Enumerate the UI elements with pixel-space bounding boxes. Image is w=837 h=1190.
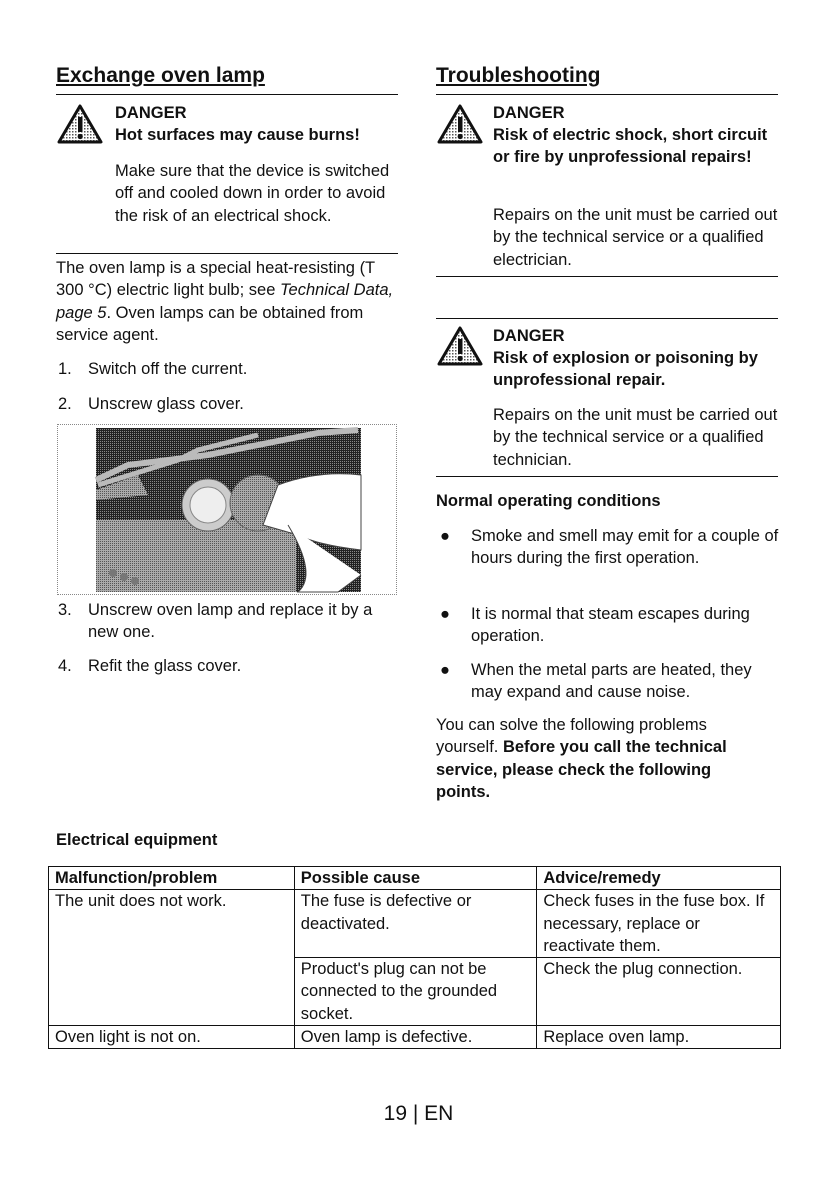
cell-remedy: Check the plug connection. <box>537 958 781 1026</box>
header-cause: Possible cause <box>294 867 537 890</box>
bullet-text: When the metal parts are heated, they may expand and cause noise. <box>471 661 752 702</box>
intro-reference: Technical Data, page 5 <box>56 281 394 322</box>
step-number: 2. <box>58 395 72 413</box>
divider <box>436 94 778 95</box>
section-heading-troubleshooting: Troubleshooting <box>436 64 601 87</box>
page-number: 19 | EN <box>383 1102 454 1125</box>
step-text: Switch off the current. <box>88 360 248 378</box>
table-header-row <box>49 867 781 890</box>
warning-subtitle: Hot surfaces may cause burns! <box>115 126 360 144</box>
intro-text-end: . Oven lamps can be obtained from service agent. <box>56 303 364 344</box>
solve-bold-text: Before you call the technical service, please check the following points. <box>436 738 727 801</box>
troubleshooting-table <box>48 866 781 1049</box>
cell-remedy: Check fuses in the fuse box. If necessary, replace or reactivate them. <box>537 890 781 958</box>
step-text: Refit the glass cover. <box>88 657 242 675</box>
warning-triangle-icon <box>57 104 103 144</box>
warning-text: Make sure that the device is switched off and cooled down in order to avoid the risk of an electrical shock. <box>115 162 390 225</box>
hand-unscrewing-lamp-cover-image <box>58 425 396 594</box>
electrical-equipment-heading: Electrical equipment <box>56 831 218 849</box>
normal-conditions-heading: Normal operating conditions <box>436 492 661 510</box>
table-row <box>49 890 781 958</box>
table-row <box>49 1026 781 1049</box>
divider <box>436 276 778 277</box>
oven-lamp-illustration <box>57 424 397 595</box>
solve-paragraph <box>436 714 766 803</box>
divider <box>56 253 398 254</box>
bullet-icon: ● <box>440 605 450 623</box>
divider <box>436 476 778 477</box>
step-number: 3. <box>58 601 72 619</box>
cell-problem: The unit does not work. <box>49 890 295 1026</box>
header-problem: Malfunction/problem <box>49 867 295 890</box>
warning-title: DANGER <box>493 104 565 122</box>
solve-text: You can solve the following problems yourself. <box>436 716 707 757</box>
cell-cause: The fuse is defective or deactivated. <box>294 890 537 958</box>
divider <box>436 318 778 319</box>
warning-triangle-icon <box>437 326 483 366</box>
header-remedy: Advice/remedy <box>537 867 781 890</box>
warning-text: Repairs on the unit must be carried out by the technical service or a qualified technician. <box>493 406 778 469</box>
step-text: Unscrew oven lamp and replace it by a new one. <box>88 601 373 642</box>
warning-title: DANGER <box>115 104 187 122</box>
step-number: 4. <box>58 657 72 675</box>
bullet-icon: ● <box>440 661 450 679</box>
divider <box>56 94 398 95</box>
warning-subtitle: Risk of electric shock, short circuit or fire by unprofessional repairs! <box>493 126 768 167</box>
section-heading-exchange-oven-lamp: Exchange oven lamp <box>56 64 265 87</box>
bullet-icon: ● <box>440 527 450 545</box>
step-number: 1. <box>58 360 72 378</box>
cell-cause: Oven lamp is defective. <box>294 1026 537 1049</box>
cell-cause: Product's plug can not be connected to the grounded socket. <box>294 958 537 1026</box>
intro-text: The oven lamp is a special heat-resisting (T 300 °C) electric light bulb; see <box>56 259 375 300</box>
step-text: Unscrew glass cover. <box>88 395 244 413</box>
warning-title: DANGER <box>493 327 565 345</box>
warning-triangle-icon <box>437 104 483 144</box>
bullet-text: It is normal that steam escapes during operation. <box>471 605 750 646</box>
warning-text: Repairs on the unit must be carried out by the technical service or a qualified electrician. <box>493 206 778 269</box>
bullet-text: Smoke and smell may emit for a couple of hours during the first operation. <box>471 527 779 568</box>
cell-remedy: Replace oven lamp. <box>537 1026 781 1049</box>
warning-subtitle: Risk of explosion or poisoning by unprofessional repair. <box>493 349 758 390</box>
intro-paragraph <box>56 257 402 346</box>
cell-problem: Oven light is not on. <box>49 1026 295 1049</box>
